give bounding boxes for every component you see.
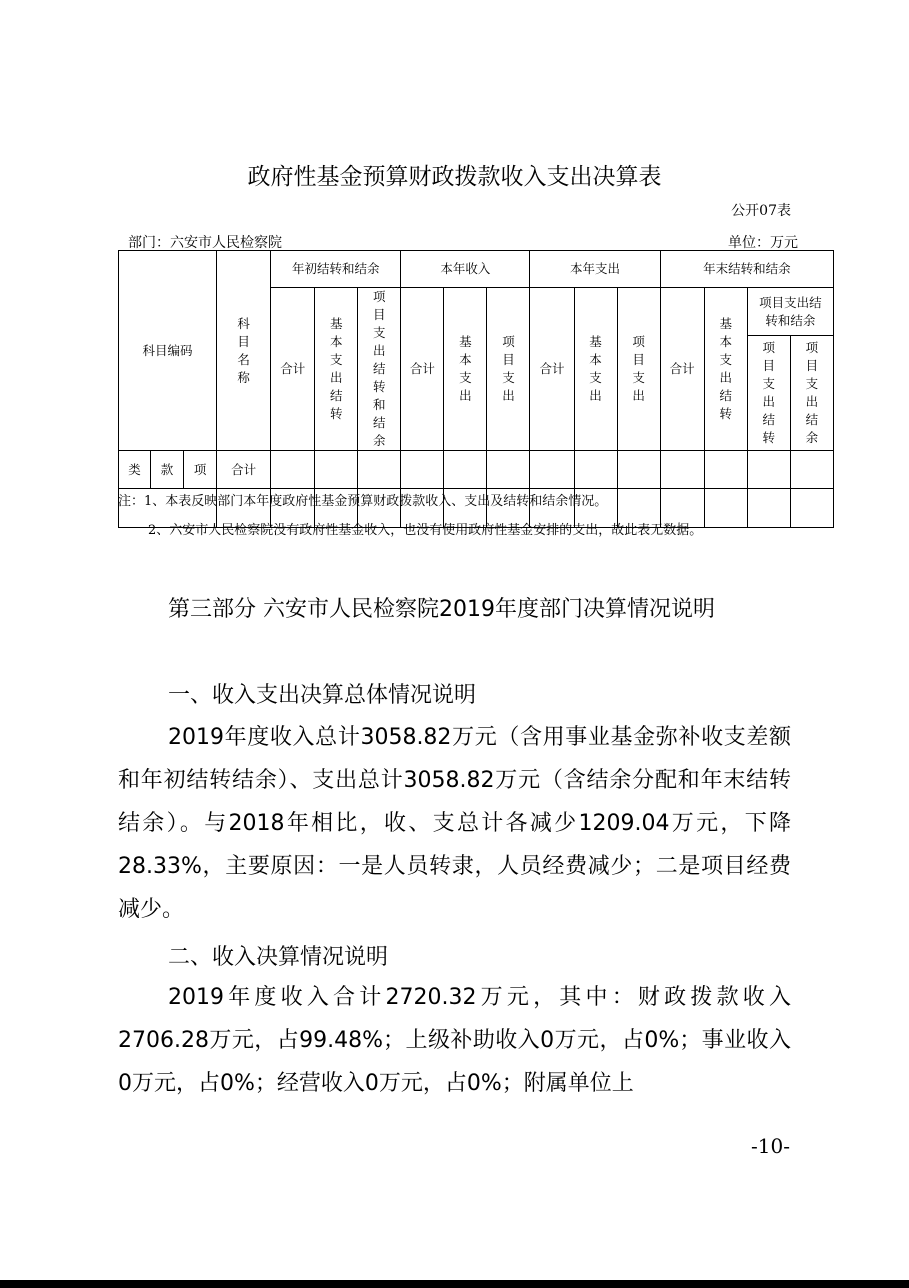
fund-table xyxy=(118,250,834,528)
header-begin-total: 合计 xyxy=(271,288,315,451)
table-cell xyxy=(790,489,833,528)
department-label: 部门：六安市人民检察院 xyxy=(128,235,282,251)
header-end-project-surplus: 项目支出结余 xyxy=(790,336,833,451)
bottom-border xyxy=(0,1280,909,1288)
table-code: 公开07表 xyxy=(731,203,791,219)
table-cell xyxy=(704,489,747,528)
header-subject-code: 科目编码 xyxy=(119,251,217,451)
table-cell xyxy=(315,451,358,489)
table-cell xyxy=(530,451,574,489)
section-2-paragraph: 2019年度收入合计2720.32万元，其中：财政拨款收入2706.28万元，占99.48%；上级补助收入0万元，占0%；事业收入0万元，占0%；经营收入0万元，占0%；附属单位上 xyxy=(118,985,791,1096)
table-cell xyxy=(574,451,617,489)
table-cell xyxy=(660,451,704,489)
header-end-total: 合计 xyxy=(660,288,704,451)
table-cell xyxy=(747,489,790,528)
table-cell xyxy=(401,451,444,489)
header-income-project: 项目支出 xyxy=(487,288,530,451)
table-note-1: 注：1、本表反映部门本年度政府性基金预算财政拨款收入、支出及结转和结余情况。 xyxy=(118,494,608,509)
header-expense-basic: 基本支出 xyxy=(574,288,617,451)
header-group-expense: 本年支出 xyxy=(530,251,660,288)
header-income-basic: 基本支出 xyxy=(444,288,487,451)
header-expense-project: 项目支出 xyxy=(617,288,660,451)
section-2-heading: 二、收入决算情况说明 xyxy=(168,945,389,970)
header-begin-project: 项目支出结转和结余 xyxy=(358,288,401,451)
header-begin-basic-carry: 基本支出结转 xyxy=(315,288,358,451)
table-cell xyxy=(487,451,530,489)
header-xiang: 项 xyxy=(184,451,217,489)
part-title: 第三部分 六安市人民检察院2019年度部门决算情况说明 xyxy=(168,597,715,622)
header-kuan: 款 xyxy=(151,451,184,489)
table-note-2: 2、六安市人民检察院没有政府性基金收入，也没有使用政府性基金安排的支出，故此表无数据。 xyxy=(148,523,703,538)
header-group-begin: 年初结转和结余 xyxy=(271,251,401,288)
page-number: -10- xyxy=(751,1134,790,1158)
header-expense-total: 合计 xyxy=(530,288,574,451)
header-group-income: 本年收入 xyxy=(401,251,530,288)
header-subject-name: 科目名称 xyxy=(217,251,271,451)
table-cell xyxy=(747,451,790,489)
table-title: 政府性基金预算财政拨款收入支出决算表 xyxy=(247,164,662,190)
unit-label: 单位：万元 xyxy=(728,235,798,251)
table-cell xyxy=(271,451,315,489)
table-cell xyxy=(704,451,747,489)
header-end-project-group: 项目支出结转和结余 xyxy=(747,288,833,336)
table-cell xyxy=(617,451,660,489)
table-cell xyxy=(358,451,401,489)
header-lei: 类 xyxy=(119,451,151,489)
table-cell xyxy=(444,451,487,489)
header-income-total: 合计 xyxy=(401,288,444,451)
header-end-project-carry: 项目支出结转 xyxy=(747,336,790,451)
section-1-heading: 一、收入支出决算总体情况说明 xyxy=(168,683,477,708)
header-group-end: 年末结转和结余 xyxy=(660,251,833,288)
header-heji: 合计 xyxy=(217,451,271,489)
section-1-paragraph: 2019年度收入总计3058.82万元（含用事业基金弥补收支差额和年初结转结余）、支出总计3058.82万元（含结余分配和年末结转结余）。与2018年相比，收、支总计各减少1209.04万元，下降28.33%，主要原因：一是人员转隶，人员经费减少；二是项目经费减少。 xyxy=(118,725,791,922)
table-cell xyxy=(790,451,833,489)
header-end-basic-carry: 基本支出结转 xyxy=(704,288,747,451)
